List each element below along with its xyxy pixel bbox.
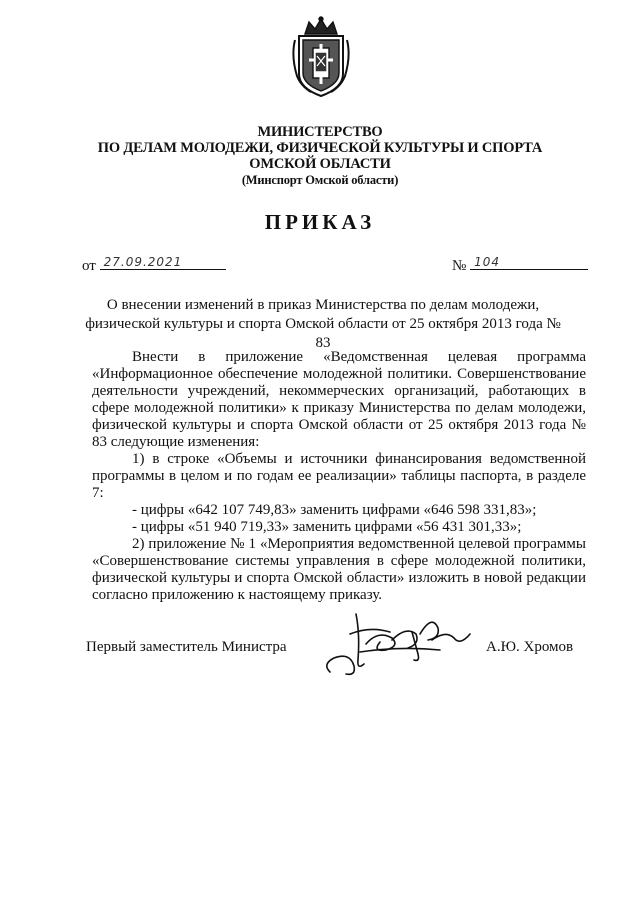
date-prefix: от — [82, 258, 96, 274]
order-body — [92, 349, 586, 604]
body-intro: Внести в приложение «Ведомственная целевая программа «Информационное обеспечение молодежной политики. Совершенствование деятельности учреждений, некоммерческих организаций, работающих в сфере молодежной политики» к приказу Министерства по делам молодежи, физической культуры и спорта Омской области от 25 октября 2013 года № 83 следующие изменения: — [92, 349, 586, 450]
body-dash-2: - цифры «51 940 719,33» заменить цифрами «56 431 301,33»; — [132, 519, 522, 535]
number-prefix: № — [452, 258, 467, 274]
date-field — [100, 253, 226, 270]
ministry-short-name: (Минспорт Омской области) — [241, 173, 399, 187]
body-item-2: 2) приложение № 1 «Мероприятия ведомственной целевой программы «Совершенствование системы управления в сфере молодежной политики, физической культуры и спорта Омской области» изложить в новой редакции согласно приложению к настоящему приказу. — [92, 536, 586, 603]
signatory-position: Первый заместитель Министра — [86, 639, 287, 655]
ministry-title-line3: ОМСКОЙ ОБЛАСТИ — [249, 156, 391, 172]
ministry-header — [40, 124, 600, 188]
ministry-title-line1: МИНИСТЕРСТВО — [257, 124, 383, 140]
order-number — [452, 253, 588, 275]
number-value: 104 — [474, 255, 500, 269]
number-field — [470, 253, 588, 270]
order-title: ПРИКАЗ — [264, 210, 376, 234]
handwritten-signature — [320, 604, 472, 680]
body-dash-1: - цифры «642 107 749,83» заменить цифрами «646 598 331,83»; — [132, 502, 537, 518]
coat-of-arms-icon — [291, 16, 351, 98]
signatory-name: А.Ю. Хромов — [486, 639, 574, 655]
date-value: 27.09.2021 — [103, 255, 183, 269]
ministry-title-line2: ПО ДЕЛАМ МОЛОДЕЖИ, ФИЗИЧЕСКОЙ КУЛЬТУРЫ И СПОРТА — [97, 140, 543, 156]
order-subject: О внесении изменений в приказ Министерства по делам молодежи, физической культуры и спорта Омской области от 25 октября 2013 года № 83 — [85, 297, 561, 351]
order-date — [82, 253, 226, 275]
body-item-1: 1) в строке «Объемы и источники финансирования ведомственной программы в целом и по годам ее реализации» таблицы паспорта, в разделе 7: — [92, 451, 586, 501]
